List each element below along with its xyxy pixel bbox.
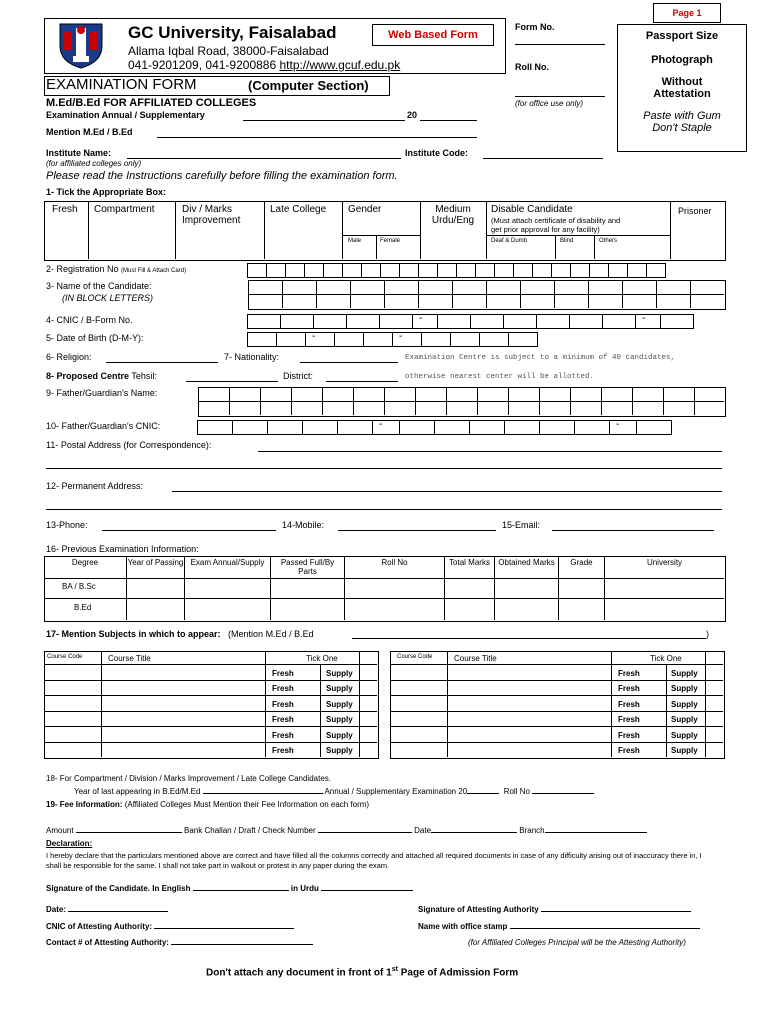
tick-box-label: 1- Tick the Appropriate Box: xyxy=(46,187,167,197)
left-supply-4[interactable]: Supply xyxy=(326,715,353,724)
university-logo xyxy=(50,20,112,70)
form-title: EXAMINATION FORM xyxy=(46,76,197,93)
right-fresh-4[interactable]: Fresh xyxy=(618,715,640,724)
instructions: Please read the Instructions carefully before filling the examination form. xyxy=(46,170,398,182)
father-name-boxes[interactable] xyxy=(198,387,726,417)
cnic-label: 4- CNIC / B-Form No. xyxy=(46,315,133,325)
subjects-label: 17- Mention Subjects in which to appear: (Mention M.Ed / B.Ed xyxy=(46,629,314,639)
tick-fresh[interactable]: Fresh xyxy=(52,204,78,215)
disable-note: (Must attach certificate of disability and get prior approval for any facility) xyxy=(491,216,621,234)
prev-header-roll: Roll No xyxy=(381,558,408,567)
tick-female[interactable]: Female xyxy=(380,238,401,244)
tick-others[interactable]: Others xyxy=(599,238,618,244)
name-boxes[interactable] xyxy=(248,280,726,310)
permanent-address-label: 12- Permanent Address: xyxy=(46,481,144,491)
mobile-label: 14-Mobile: xyxy=(282,520,325,530)
right-supply-1[interactable]: Supply xyxy=(671,669,698,678)
prev-header-grade: Grade xyxy=(570,558,593,567)
registration-label: 2- Registration No (Must Fill & Attach Card) xyxy=(46,264,187,274)
contact-authority: Contact # of Attesting Authority: xyxy=(46,938,313,947)
left-supply-6[interactable]: Supply xyxy=(326,746,353,755)
left-supply-3[interactable]: Supply xyxy=(326,700,353,709)
form-subtitle: M.Ed/B.Ed FOR AFFILIATED COLLEGES xyxy=(46,97,257,109)
father-cnic-boxes[interactable] xyxy=(198,420,672,435)
late-line-2: Year of last appearing in B.Ed/M.Ed Annual / Supplementary Examination 20 Roll No xyxy=(74,787,594,796)
religion-label: 6- Religion: xyxy=(46,352,92,362)
registration-boxes[interactable] xyxy=(248,263,666,278)
centre-note-1: Examination Centre is subject to a minimum of 40 candidates, xyxy=(405,354,676,362)
right-fresh-3[interactable]: Fresh xyxy=(618,700,640,709)
university-contact xyxy=(128,58,400,72)
left-supply-1[interactable]: Supply xyxy=(326,669,353,678)
university-address: Allama Iqbal Road, 38000-Faisalabad xyxy=(128,44,329,58)
tick-gender: Gender xyxy=(348,204,382,215)
prev-header-total: Total Marks xyxy=(449,558,490,567)
prev-row-bed: B.Ed xyxy=(74,603,92,612)
district-label: District: xyxy=(283,371,313,381)
right-fresh-5[interactable]: Fresh xyxy=(618,731,640,740)
right-supply-6[interactable]: Supply xyxy=(671,746,698,755)
prev-exam-label: 16- Previous Examination Information: xyxy=(46,544,199,554)
prev-header-passed: Passed Full/By Parts xyxy=(280,558,335,576)
phone-label: 13-Phone: xyxy=(46,520,88,530)
tick-disable: Disable Candidate xyxy=(491,204,573,215)
tick-late-college[interactable]: Late College xyxy=(270,204,327,215)
form-no-label: Form No. xyxy=(515,22,555,32)
prev-header-obtained: Obtained Marks xyxy=(498,558,555,567)
photo-box: Passport Size Photograph Without Attestation Paste with Gum Don't Staple xyxy=(617,24,747,152)
institute-code-label: Institute Code: xyxy=(405,148,468,158)
tick-male[interactable]: Male xyxy=(348,238,362,244)
tick-compartment[interactable]: Compartment xyxy=(94,204,155,215)
right-course-code: Course Code xyxy=(397,654,433,660)
left-course-title: Course Title xyxy=(108,654,151,663)
left-fresh-5[interactable]: Fresh xyxy=(272,731,294,740)
tick-div-marks[interactable]: Div / Marks Improvement xyxy=(182,204,241,226)
left-course-code: Course Code xyxy=(47,654,83,660)
name-label: 3- Name of the Candidate: xyxy=(46,281,152,291)
payment-row: Amount Bank Challan / Draft / Check Number Date Branch xyxy=(46,826,647,835)
exam-annual-label: Examination Annual / Supplementary xyxy=(46,110,205,120)
tick-prisoner[interactable]: Prisoner xyxy=(678,206,712,216)
prev-header-university: University xyxy=(646,558,683,567)
right-fresh-2[interactable]: Fresh xyxy=(618,684,640,693)
candidate-signature: Signature of the Candidate. In English in Urdu xyxy=(46,884,413,893)
late-line-1: 18- For Compartment / Division / Marks Improvement / Late College Candidates. xyxy=(46,774,332,783)
mention-label: Mention M.Ed / B.Ed xyxy=(46,127,133,137)
proposed-centre-label: 8- Proposed Centre Tehsil: xyxy=(46,371,157,381)
left-fresh-6[interactable]: Fresh xyxy=(272,746,294,755)
roll-no-label: Roll No. xyxy=(515,62,549,72)
right-fresh-6[interactable]: Fresh xyxy=(618,746,640,755)
father-name-label: 9- Father/Guardian's Name: xyxy=(46,388,158,398)
phones: 041-9201209, 041-9200886 xyxy=(128,58,280,72)
left-supply-5[interactable]: Supply xyxy=(326,731,353,740)
right-supply-3[interactable]: Supply xyxy=(671,700,698,709)
left-fresh-4[interactable]: Fresh xyxy=(272,715,294,724)
father-cnic-label: 10- Father/Guardian's CNIC: xyxy=(46,421,161,431)
tick-blind[interactable]: Blind xyxy=(560,238,574,244)
nationality-label: 7- Nationality: xyxy=(224,352,280,362)
prev-header-exam: Exam Annual/Supply xyxy=(190,558,265,567)
right-supply-5[interactable]: Supply xyxy=(671,731,698,740)
tick-deaf[interactable]: Deaf & Dumb xyxy=(491,238,528,244)
left-fresh-3[interactable]: Fresh xyxy=(272,700,294,709)
dob-label: 5- Date of Birth (D-M-Y): xyxy=(46,333,144,343)
left-fresh-2[interactable]: Fresh xyxy=(272,684,294,693)
left-supply-2[interactable]: Supply xyxy=(326,684,353,693)
institute-name-label: Institute Name: xyxy=(46,148,112,158)
website-link[interactable]: http://www.gcuf.edu.pk xyxy=(279,58,401,72)
dob-boxes[interactable] xyxy=(248,332,538,347)
postal-address-label: 11- Postal Address (for Correspondence): xyxy=(46,440,212,450)
declaration-title: Declaration: xyxy=(46,839,93,848)
fee-info: 19- Fee Information: (Affiliated Colleges Must Mention their Fee Information on each form) xyxy=(46,800,370,809)
tick-medium[interactable]: Medium Urdu/Eng xyxy=(431,204,475,226)
right-fresh-1[interactable]: Fresh xyxy=(618,669,640,678)
right-supply-4[interactable]: Supply xyxy=(671,715,698,724)
left-tick-one: Tick One xyxy=(306,654,338,663)
right-supply-2[interactable]: Supply xyxy=(671,684,698,693)
email-label: 15-Email: xyxy=(502,520,541,530)
cnic-boxes[interactable] xyxy=(248,314,694,329)
right-tick-one: Tick One xyxy=(650,654,682,663)
exam-year-label: 20 xyxy=(407,110,418,120)
page-label: Page 1 xyxy=(653,3,721,23)
declaration-text: I hereby declare that the particulars mentioned above are correct and have filled all the columns correctly and attached all required documents in case of any difficulty arising out of inaccuracy there in, I shall be responsible for the same. I shall not take part in walkout or protest in any paper during the exam. xyxy=(46,851,702,870)
prev-row-ba: BA / B.Sc xyxy=(62,582,96,591)
footer-note: Don't attach any document in front of 1st Page of Admission Form xyxy=(206,966,519,979)
prev-header-year: Year of Passing xyxy=(127,558,184,567)
left-fresh-1[interactable]: Fresh xyxy=(272,669,294,678)
date-sign: Date: xyxy=(46,905,168,914)
name-stamp: Name with office stamp xyxy=(418,922,700,931)
right-course-title: Course Title xyxy=(454,654,497,663)
cnic-authority: CNIC of Attesting Authority: xyxy=(46,922,294,931)
section-title: (Computer Section) xyxy=(248,78,369,93)
principal-note: (for Affiliated Colleges Principal will be the Attesting Authority) xyxy=(468,938,686,947)
block-letters-note: (IN BLOCK LETTERS) xyxy=(62,293,154,303)
prev-header-degree: Degree xyxy=(71,558,99,567)
centre-note-2: otherwise nearest center will be allotted. xyxy=(405,373,595,381)
university-name: GC University, Faisalabad xyxy=(128,23,337,42)
web-form-badge: Web Based Form xyxy=(372,24,494,46)
office-use-note: (for office use only) xyxy=(515,99,584,108)
attesting-signature: Signature of Attesting Authority xyxy=(418,905,691,914)
affiliated-note: (for affiliated colleges only) xyxy=(46,159,142,168)
